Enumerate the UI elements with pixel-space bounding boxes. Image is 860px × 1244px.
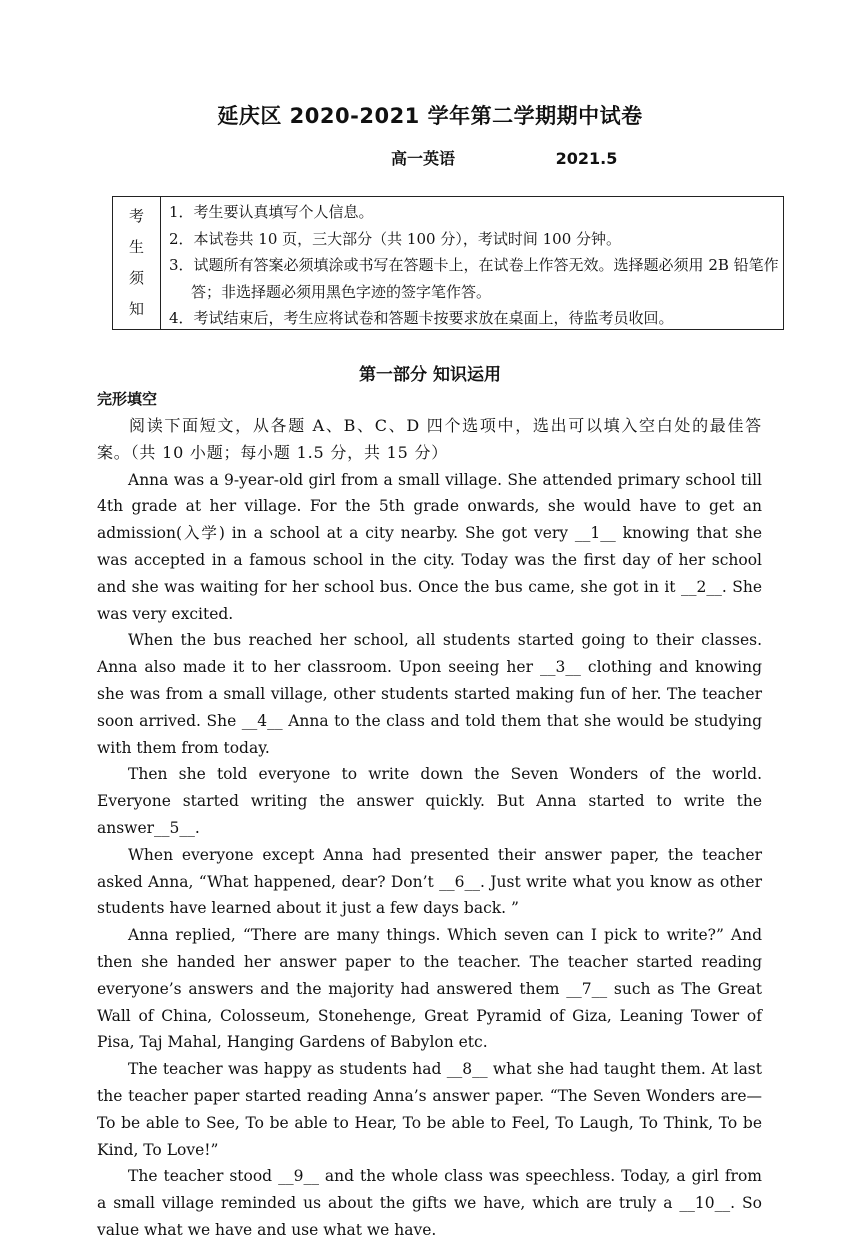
notice-label-char: 考 [128,207,144,225]
notice-item: 1．考生要认真填写个人信息。 [169,203,374,221]
passage-paragraph: Anna was a 9-year-old girl from a small village. She attended primary school till 4th grade at her village. For the 5th grade onwards, she would have to get an admission(入学) in a school at a city nearby. She got very __1__ knowing that she was accepted in a famous school in the city. Today was the first day of her school and she was waiting for her school bus. Once the bus came, she got in it __2__. She was very excited. [97,470,762,623]
notice-item: 3．试题所有答案必须填涂或书写在答题卡上，在试卷上作答无效。选择题必须用 2B 铅笔作答；非选择题必须用黑色字迹的签字笔作答。 [169,256,779,301]
candidate-notice-box [112,196,784,330]
exam-title: 延庆区 2020-2021 学年第二学期期中试卷 [217,104,643,128]
passage-paragraph: When everyone except Anna had presented their answer paper, the teacher asked Anna, “What happened, dear? Don’t __6__. Just write what you know as other students have learned about it just a few days back. ” [97,845,762,918]
notice-item: 4．考试结束后，考生应将试卷和答题卡按要求放在桌面上，待监考员收回。 [169,309,674,327]
notice-label-char: 须 [128,269,144,287]
passage-paragraph: The teacher stood __9__ and the whole class was speechless. Today, a girl from a small village reminded us about the gifts we have, which are truly a __10__. So value what we have and use what we have. [97,1167,762,1239]
instructions-paragraph: 阅读下面短文，从各题 A、B、C、D 四个选项中，选出可以填入空白处的最佳答案。（共 10 小题；每小题 1.5 分，共 15 分） [97,416,762,462]
notice-items [161,197,783,329]
exam-subtitle [391,146,617,169]
notice-label-char: 知 [128,300,144,318]
passage-paragraph: When the bus reached her school, all students started going to their classes. Anna also made it to her classroom. Upon seeing her __3__ clothing and knowing she was from a small village, other students started making fun of her. The teacher soon arrived. She __4__ Anna to the class and told them that she would be studying with them from today. [97,631,762,757]
passage-paragraph: Anna replied, “There are many things. Which seven can I pick to write?” And then she handed her answer paper to the teacher. The teacher started reading everyone’s answers and the majority had answered them __7__ such as The Great Wall of China, Colosseum, Stonehenge, Great Pyramid of Giza, Leaning Tower of Pisa, Taj Mahal, Hanging Gardens of Babylon etc. [97,926,762,1052]
section-label: 完形填空 [97,390,158,408]
notice-label [113,197,161,329]
passage-paragraph: The teacher was happy as students had __8__ what she had taught them. At last the teacher paper started reading Anna’s answer paper. “The Seven Wonders are—To be able to See, To be able to Hear, To be able to Feel, To Laugh, To Think, To be Kind, To Love!” [97,1060,762,1159]
notice-label-char: 生 [128,238,144,256]
exam-date: 2021.5 [555,149,618,168]
notice-item: 2．本试卷共 10 页，三大部分（共 100 分），考试时间 100 分钟。 [169,229,622,248]
cloze-passage [97,413,762,1244]
passage-paragraph: Then she told everyone to write down the Seven Wonders of the world. Everyone started writing the answer quickly. But Anna started to write the answer__5__. [97,765,762,837]
subject-label: 高一英语 [391,149,456,168]
part-title: 第一部分 知识运用 [359,365,501,385]
